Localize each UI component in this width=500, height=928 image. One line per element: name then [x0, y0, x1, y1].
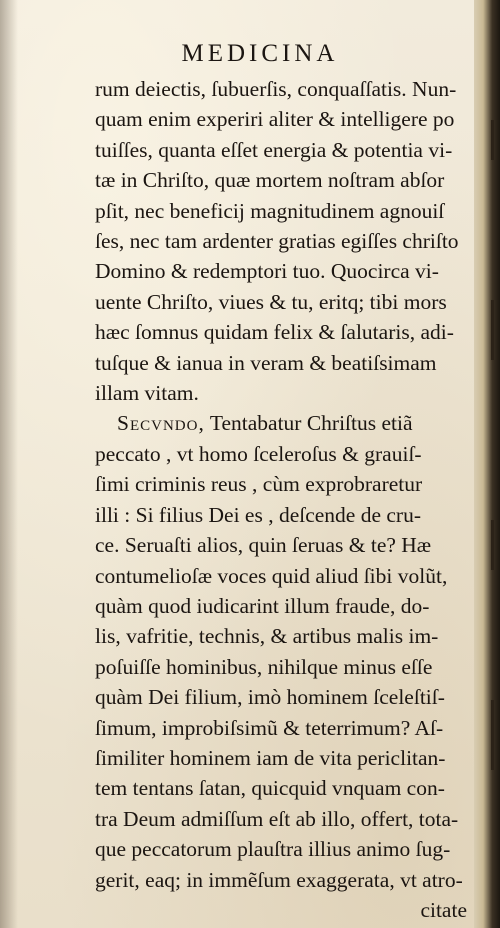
- text-line: ce. Seruaſti alios, quin ſeruas & te? Hæ: [95, 533, 432, 558]
- section-start-line: [95, 408, 483, 438]
- catchword: citate: [420, 897, 467, 922]
- text-line: uente Chriſto, viues & tu, eritq; tibi mors: [95, 289, 447, 314]
- text-line: poſuiſſe hominibus, nihilque minus eſſe: [95, 654, 433, 679]
- edge-mark: [491, 300, 494, 360]
- text-line: quàm Dei filium, imò hominem ſceleſtiſ-: [95, 685, 445, 710]
- running-title: MEDICINA: [181, 40, 339, 67]
- edge-mark: [491, 700, 494, 770]
- text-line: quàm quod iudicarint illum fraude, do-: [95, 593, 430, 618]
- text-line: contumelioſæ voces quid aliud ſibi volũt,: [95, 563, 448, 588]
- text-line: tuſque & ianua in veram & beatiſsimam: [95, 350, 437, 375]
- text-line: pſit, nec beneficij magnitudinem agnouiſ: [95, 198, 445, 223]
- text-line: tæ in Chriſto, quæ mortem noſtram abſor: [95, 168, 445, 193]
- text-line: ſimiliter hominem iam de vita periclitan-: [95, 745, 446, 770]
- edge-mark: [491, 520, 494, 570]
- text-line: illam vitam.: [95, 381, 199, 406]
- text-line: tuiſſes, quanta eſſet energia & potentia vi-: [95, 137, 453, 162]
- text-line: peccato , vt homo ſceleroſus & grauiſ-: [95, 441, 422, 466]
- text-line: que peccatorum plauſtra illius animo ſug-: [95, 837, 451, 862]
- text-line: ſes, nec tam ardenter gratias egiſſes chriſto: [95, 229, 459, 254]
- edge-mark: [491, 120, 494, 160]
- text-line: illi : Si filius Dei es , deſcende de cru-: [95, 502, 421, 527]
- text-line: hæc ſomnus quidam felix & ſalutaris, adi-: [95, 320, 454, 345]
- text-line: ſimi criminis reus , cùm exprobraretur: [95, 472, 423, 497]
- text-line: lis, vafritie, technis, & artibus malis im-: [95, 624, 439, 649]
- gutter-shadow: [0, 0, 18, 928]
- body-text: [95, 74, 483, 925]
- text-line: quam enim experiri aliter & intelligere po: [95, 107, 455, 132]
- text-line: gerit, eaq; in immẽſum exaggerata, vt atro-: [95, 867, 463, 892]
- text-line: ſimum, improbiſsimũ & teterrimum? Aſ-: [95, 715, 444, 740]
- section-start-text: Tentabatur Chriſtus etiã: [209, 411, 413, 436]
- text-line: tem tentans ſatan, quicquid vnquam con-: [95, 776, 445, 801]
- text-line: tra Deum admiſſum eſt ab illo, offert, tota-: [95, 806, 459, 831]
- text-line: rum deiectis, ſubuerſis, conquaſſatis. Nun-: [95, 77, 457, 101]
- section-word: Secvndo,: [117, 411, 205, 436]
- text-line: Domino & redemptori tuo. Quocirca vi-: [95, 259, 439, 284]
